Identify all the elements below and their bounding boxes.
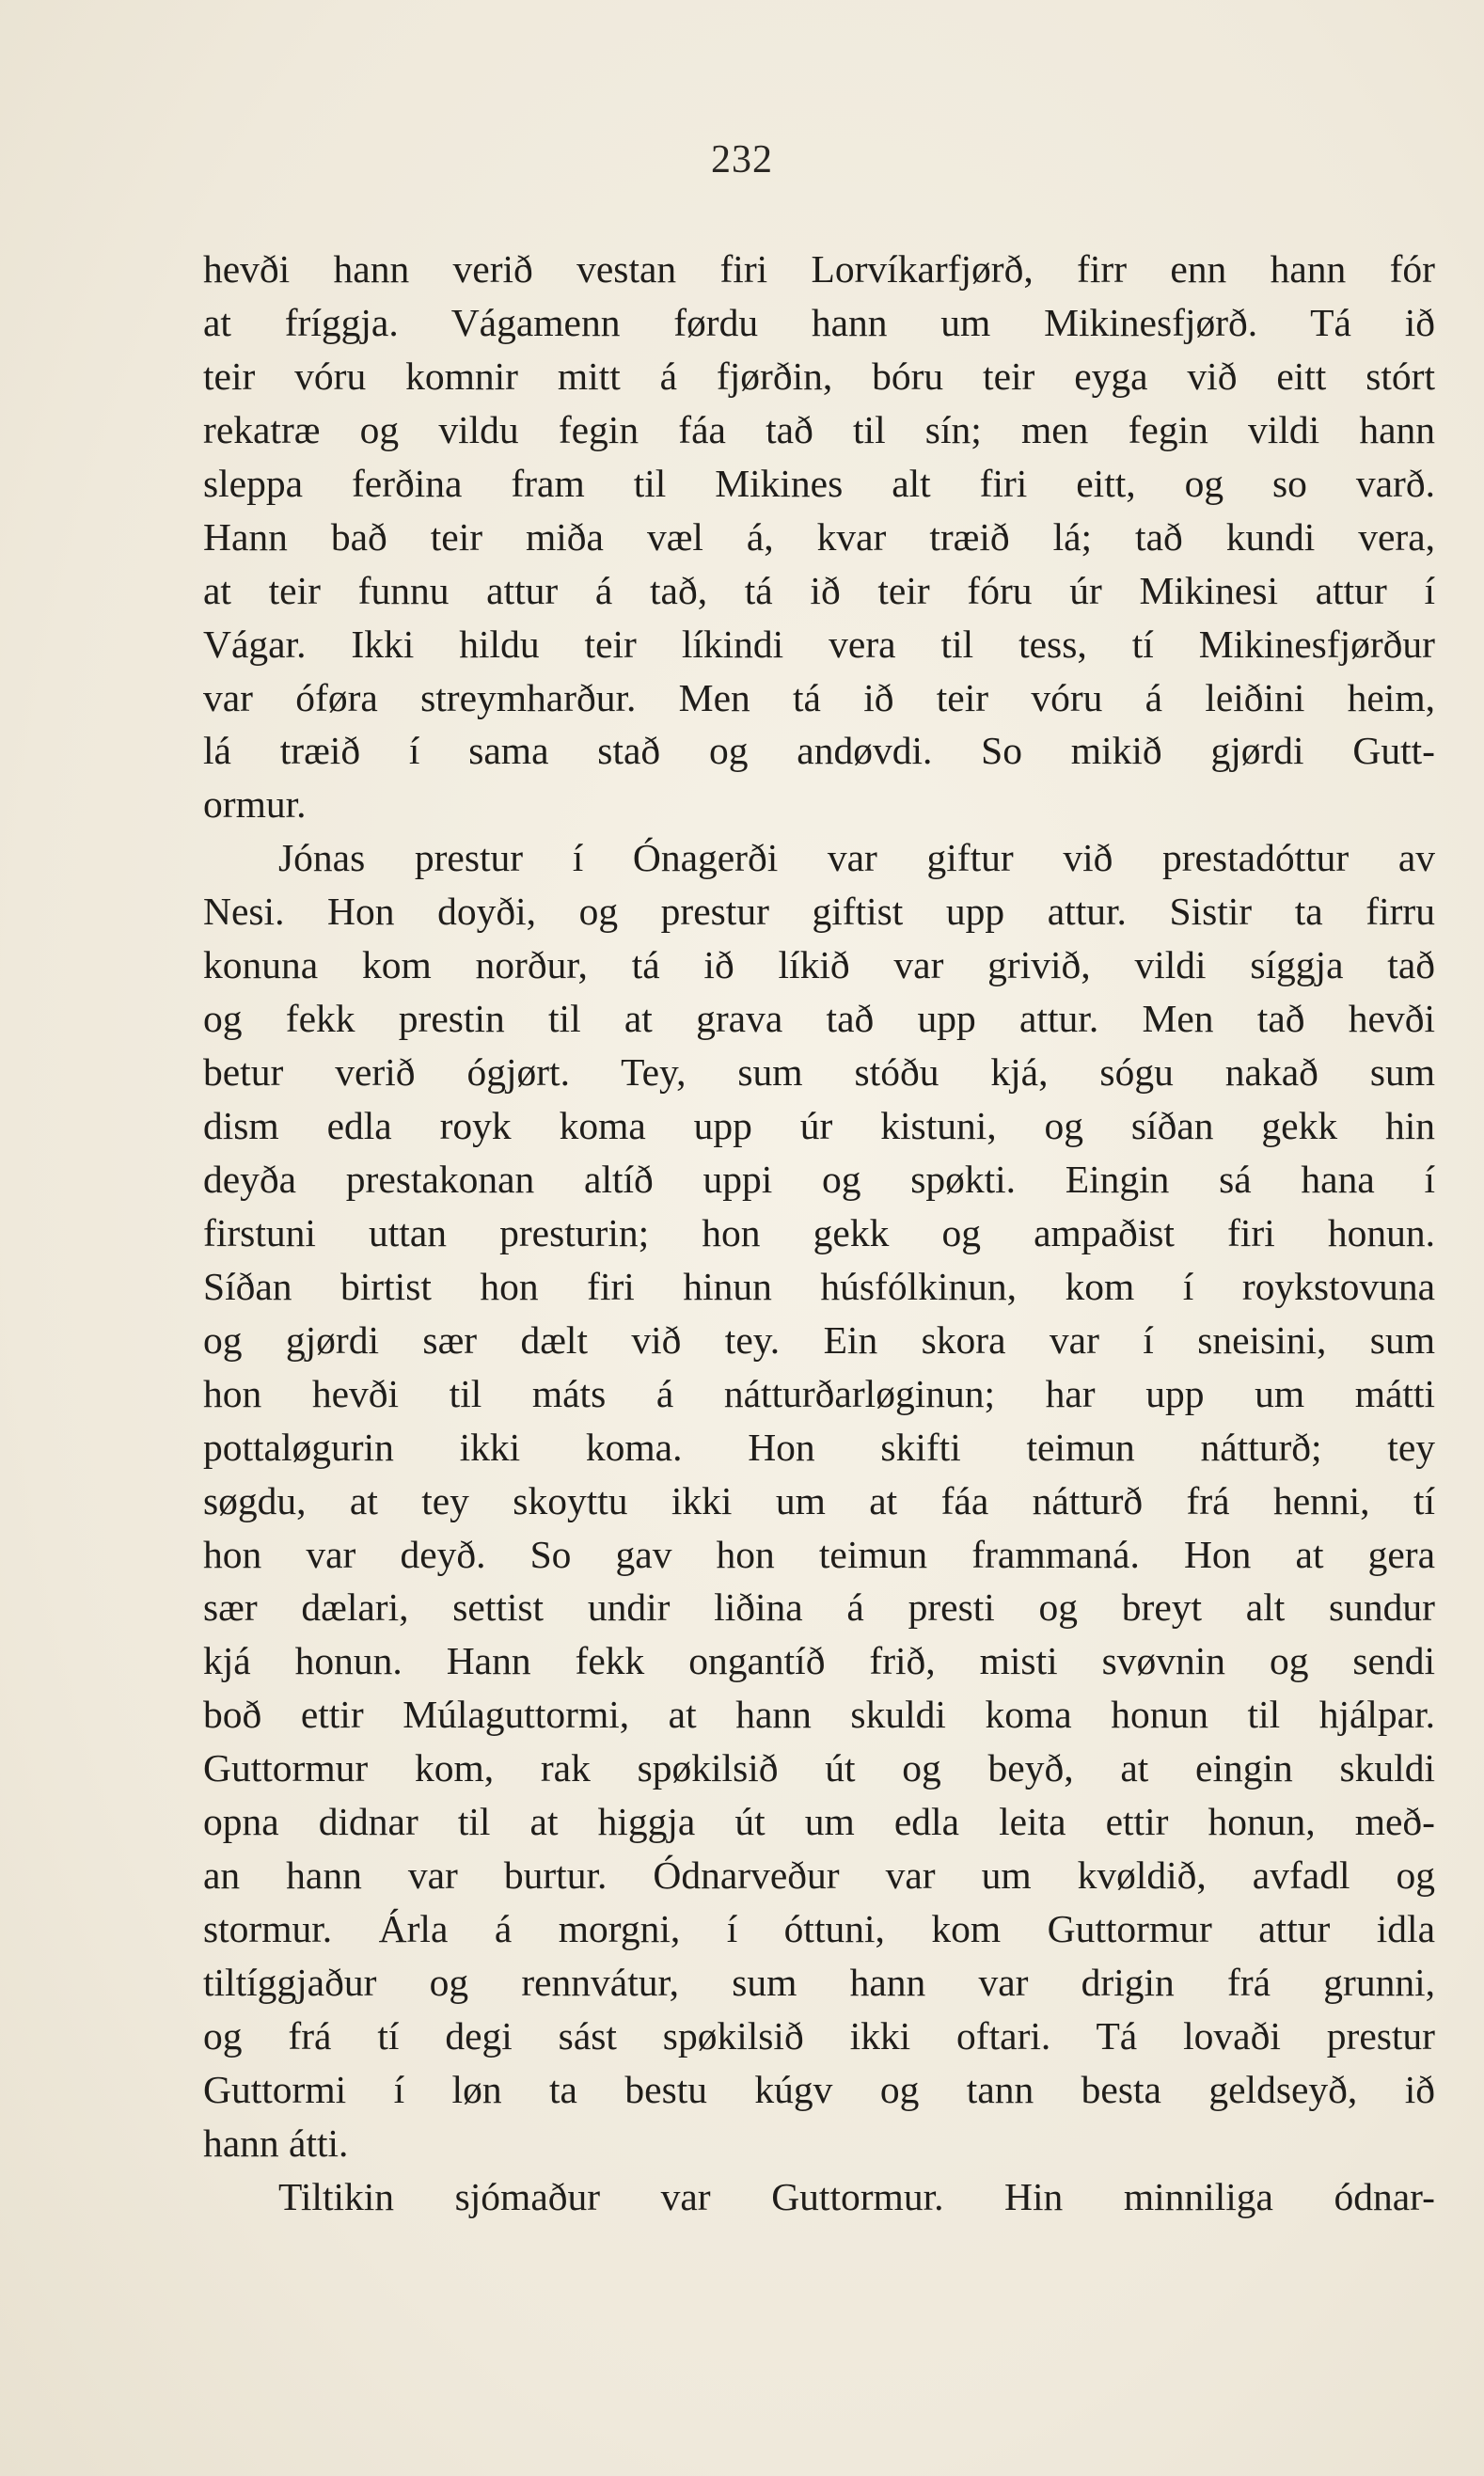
text-line: dism edla royk koma upp úr kistuni, og síðan gekk hin — [203, 1104, 1435, 1147]
text-line: konuna kom norður, tá ið líkið var grivið, vildi síggja tað — [203, 943, 1435, 987]
text-line: pottaløgurin ikki koma. Hon skifti teimun nátturð; tey — [203, 1425, 1435, 1469]
text-line: søgdu, at tey skoyttu ikki um at fáa nátturð frá henni, tí — [203, 1478, 1435, 1522]
text-line: at fríggja. Vágamenn førdu hann um Mikinesfjørð. Tá ið — [203, 300, 1435, 344]
text-line: at teir funnu attur á tað, tá ið teir fóru úr Mikinesi attur í — [203, 568, 1435, 612]
text-line: boð ettir Múlaguttormi, at hann skuldi koma honun til hjálpar. — [203, 1693, 1435, 1737]
text-line: Síðan birtist hon firi hinun húsfólkinun, kom í roykstovuna — [203, 1264, 1435, 1308]
text-line: Jónas prestur í Ónagerði var giftur við prestadóttur av — [278, 836, 1435, 880]
text-line: lá træið í sama stað og andøvdi. So mikið gjørdi Gutt- — [203, 729, 1435, 773]
text-line: Guttormi í løn ta bestu kúgv og tann besta geldseyð, ið — [203, 2067, 1435, 2111]
text-line: hevði hann verið vestan firi Lorvíkarfjørð, firr enn hann fór — [203, 247, 1435, 291]
text-line: hon var deyð. So gav hon teimun frammaná. Hon at gera — [203, 1532, 1435, 1576]
text-line: var óføra streymharður. Men tá ið teir vóru á leiðini heim, — [203, 675, 1435, 719]
body-text — [203, 243, 1435, 2224]
text-line: teir vóru komnir mitt á fjørðin, bóru teir eyga við eitt stórt — [203, 354, 1435, 398]
text-line: opna didnar til at higgja út um edla leita ettir honun, með- — [203, 1800, 1435, 1844]
text-line: hon hevði til máts á nátturðarløginun; har upp um mátti — [203, 1371, 1435, 1415]
text-line: sær dælari, settist undir liðina á presti og breyt alt sundur — [203, 1585, 1435, 1630]
text-line: ormur. — [203, 782, 307, 827]
text-line: stormur. Árla á morgni, í óttuni, kom Guttormur attur idla — [203, 1907, 1435, 1951]
text-line: og frá tí degi sást spøkilsið ikki oftari. Tá lovaði prestur — [203, 2013, 1435, 2058]
text-line: og gjørdi sær dælt við tey. Ein skora var í sneisini, sum — [203, 1317, 1435, 1362]
text-line: hann átti. — [203, 2121, 349, 2165]
text-line: Hann bað teir miða væl á, kvar træið lá; tað kundi vera, — [203, 514, 1435, 559]
page-number: 232 — [711, 138, 773, 181]
text-line: firstuni uttan presturin; hon gekk og ampaðist firi honun. — [203, 1210, 1435, 1254]
text-line: Vágar. Ikki hildu teir líkindi vera til tess, tí Mikinesfjørður — [203, 622, 1435, 666]
text-line: Guttormur kom, rak spøkilsið út og beyð, at eingin skuldi — [203, 1746, 1435, 1790]
text-line: sleppa ferðina fram til Mikines alt firi eitt, og so varð. — [203, 461, 1435, 505]
text-line: kjá honun. Hann fekk ongantíð frið, misti svøvnin og sendi — [203, 1639, 1435, 1683]
text-line: rekatræ og vildu fegin fáa tað til sín; men fegin vildi hann — [203, 407, 1435, 451]
text-line: Tiltikin sjómaður var Guttormur. Hin minniliga ódnar- — [278, 2174, 1435, 2218]
text-line: an hann var burtur. Ódnarveður var um kvøldið, avfadl og — [203, 1853, 1435, 1898]
text-line: Nesi. Hon doyði, og prestur giftist upp attur. Sistir ta firru — [203, 890, 1435, 934]
text-line: tiltíggjaður og rennvátur, sum hann var drigin frá grunni, — [203, 1961, 1435, 2004]
text-line: betur verið ógjørt. Tey, sum stóðu kjá, sógu nakað sum — [203, 1050, 1435, 1095]
text-line: deyða prestakonan altíð uppi og spøkti. Eingin sá hana í — [203, 1157, 1435, 1201]
text-line: og fekk prestin til at grava tað upp attur. Men tað hevði — [203, 997, 1435, 1041]
